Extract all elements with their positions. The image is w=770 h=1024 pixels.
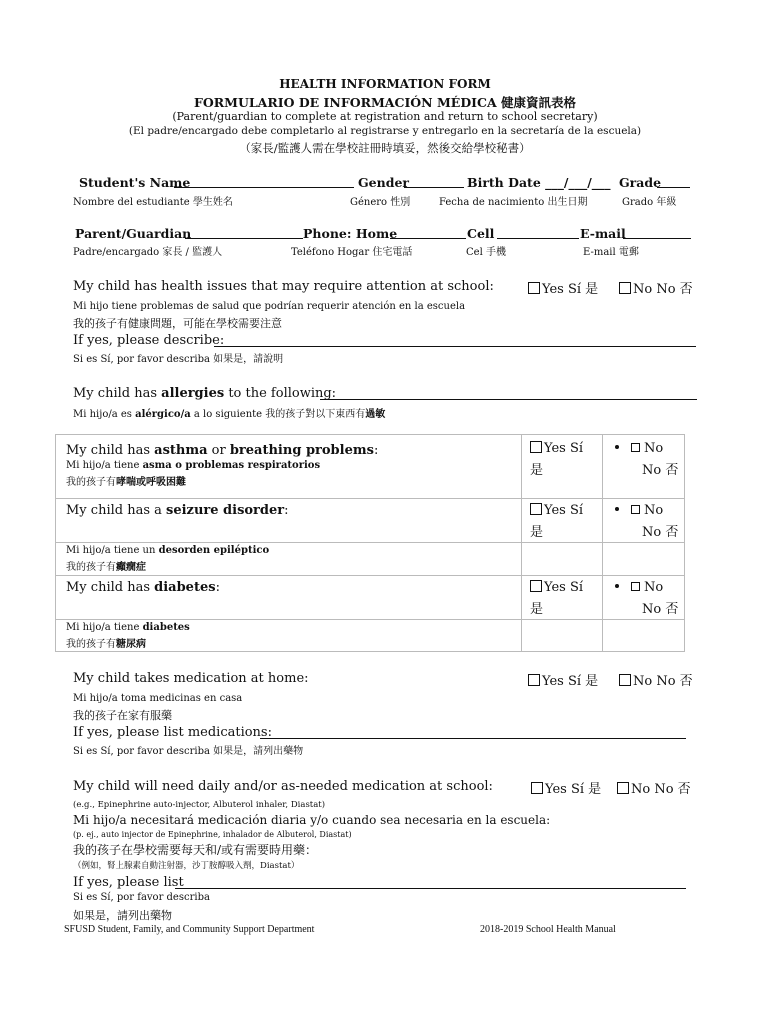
medication-home-no[interactable]: No No 否 [619,670,693,689]
email-sub: E-mail 電郵 [583,247,639,258]
school-medication-list-sub1: Si es Sí, por favor describa [73,892,210,903]
checkbox-icon[interactable] [631,582,640,591]
email-label: E-mail [580,226,626,241]
gender-field[interactable] [404,187,464,188]
birth-date-label[interactable]: Birth Date ___/___/___ [467,175,611,190]
phone-home-field[interactable] [390,238,466,239]
checkbox-icon[interactable] [619,674,631,686]
instructions-en: (Parent/guardian to complete at registration and return to school secretary) [172,110,598,123]
school-medication-list-label: If yes, please list [73,875,184,890]
condition-row-seizure [56,499,685,543]
seizure-es: Mi hijo/a tiene un desorden epiléptico [66,545,270,556]
conditions-table [55,434,685,652]
parent-name-field[interactable] [185,238,303,239]
condition-row-diabetes-sub [56,620,685,652]
checkbox-icon[interactable] [631,443,640,452]
school-medication-list-sub2: 如果是，請列出藥物 [73,909,172,922]
health-issues-question: My child has health issues that may require attention at school: [73,279,494,294]
grade-field[interactable] [657,187,690,188]
allergies-question: My child has allergies to the following: [73,386,337,401]
instructions-es: (El padre/encargado debe completarlo al registrarse y entregarlo en la secretaría de la escuela) [128,125,642,137]
phone-home-label: Phone: Home [303,226,398,241]
bullet-icon [615,445,619,449]
seizure-question: My child has a seizure disorder: [66,503,289,518]
asthma-es: Mi hijo/a tiene asma o problemas respiratorios [66,460,321,471]
phone-home-sub: Teléfono Hogar 住宅電話 [291,247,413,258]
footer-department: SFUSD Student, Family, and Community Support Department [64,924,315,935]
checkbox-icon[interactable] [530,580,542,592]
condition-row-diabetes [56,576,685,620]
medication-school-yes[interactable]: Yes Sí 是 [531,778,601,797]
allergies-field[interactable] [320,399,697,400]
diabetes-no[interactable]: No No 否 [603,576,685,620]
allergies-sub: Mi hijo/a es alérgico/a a lo siguiente 我的孩子對以下東西有過敏 [73,409,386,420]
diabetes-es: Mi hijo/a tiene diabetes [66,622,190,633]
bullet-icon [615,507,619,511]
form-title-es: FORMULARIO DE INFORMACIÓN MÉDICA 健康資訊表格 [193,95,577,110]
student-name-sub: Nombre del estudiante 學生姓名 [73,197,233,208]
asthma-yes[interactable]: Yes Sí 是 [522,435,603,499]
form-title-en: HEALTH INFORMATION FORM [279,77,491,91]
parent-name-label: Parent/Guardian [75,226,192,241]
asthma-no[interactable]: No No 否 [603,435,685,499]
checkbox-icon[interactable] [530,441,542,453]
medication-home-es: Mi hijo/a toma medicinas en casa [73,693,243,704]
parent-name-sub: Padre/encargado 家長 / 監護人 [73,247,223,258]
medication-school-eg-es: (p. ej., auto injector de Epinephrine, inhalador de Albuterol, Diastat) [73,830,352,839]
checkbox-icon[interactable] [617,782,629,794]
describe-label: If yes, please describe: [73,333,225,348]
cell-sub: Cel 手機 [466,247,506,258]
email-field[interactable] [623,238,691,239]
student-name-field[interactable] [174,187,354,188]
seizure-yes[interactable]: Yes Sí 是 [522,499,603,543]
describe-sub: Si es Sí, por favor describa 如果是，請說明 [73,354,284,365]
seizure-zh: 我的孩子有癲癇症 [66,562,146,573]
medication-school-no[interactable]: No No 否 [617,778,691,797]
medication-home-zh: 我的孩子在家有服藥 [73,709,172,722]
medication-school-zh: 我的孩子在學校需要每天和/或有需要時用藥： [73,843,318,857]
checkbox-icon[interactable] [530,503,542,515]
instructions-zh: （家長/監護人需在學校註冊時填妥，然後交給學校秘書） [239,141,531,155]
asthma-zh: 我的孩子有哮喘或呼吸困難 [66,477,186,488]
medication-school-eg-en: (e.g., Epinephrine auto-injector, Albuterol inhaler, Diastat) [73,800,326,810]
school-medication-list-field[interactable] [175,888,686,889]
condition-row-asthma [56,435,685,499]
medication-list-sub: Si es Sí, por favor describa 如果是，請列出藥物 [73,746,304,757]
diabetes-yes[interactable]: Yes Sí 是 [522,576,603,620]
birth-date-sub: Fecha de nacimiento 出生日期 [439,197,588,208]
medication-school-question: My child will need daily and/or as-needed medication at school: [73,779,493,794]
checkbox-icon[interactable] [528,674,540,686]
medication-school-eg-zh: （例如，腎上腺素自動注射器，沙丁胺醇吸入劑，Diastat） [73,861,300,871]
health-issues-no[interactable]: No No 否 [619,278,693,297]
grade-sub: Grado 年級 [622,197,677,208]
medication-list-field[interactable] [260,738,686,739]
medication-school-es: Mi hijo/a necesitará medicación diaria y/o cuando sea necesaria en la escuela: [73,813,551,827]
medication-home-question: My child takes medication at home: [73,671,309,686]
student-name-label: Student's Name [79,175,191,190]
cell-field[interactable] [497,238,579,239]
checkbox-icon[interactable] [631,505,640,514]
gender-sub: Género 性別 [350,197,411,208]
seizure-no[interactable]: No No 否 [603,499,685,543]
condition-row-seizure-sub [56,543,685,576]
medication-home-yes[interactable]: Yes Sí 是 [528,670,598,689]
diabetes-zh: 我的孩子有糖尿病 [66,639,146,650]
checkbox-icon[interactable] [619,282,631,294]
checkbox-icon[interactable] [528,282,540,294]
grade-label: Grade [619,175,662,190]
checkbox-icon[interactable] [531,782,543,794]
health-issues-es: Mi hijo tiene problemas de salud que podrían requerir atención en la escuela [73,301,466,312]
health-issues-zh: 我的孩子有健康問題，可能在學校需要注意 [73,317,282,330]
cell-label: Cell [467,226,495,241]
bullet-icon [615,584,619,588]
gender-label: Gender [358,175,409,190]
describe-field[interactable] [214,346,696,347]
diabetes-question: My child has diabetes: [66,580,220,595]
health-issues-yes[interactable]: Yes Sí 是 [528,278,598,297]
asthma-question: My child has asthma or breathing problems: [66,443,379,458]
footer-manual: 2018-2019 School Health Manual [480,924,616,935]
medication-list-label: If yes, please list medications: [73,725,272,740]
